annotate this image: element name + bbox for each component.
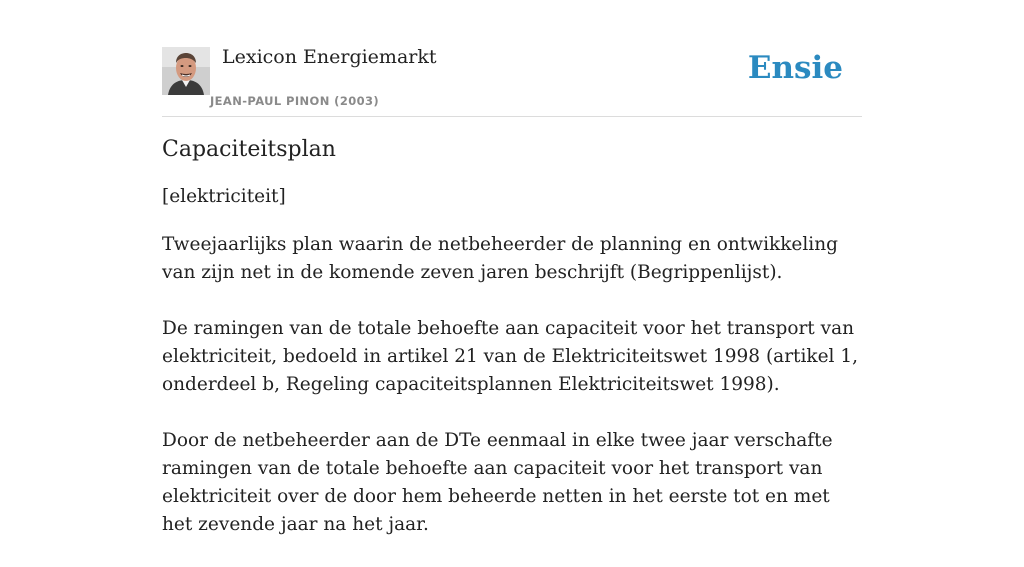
author-name[interactable]: JEAN-PAUL PINON (2003) <box>210 94 380 108</box>
header <box>162 44 862 117</box>
entry-category: [elektriciteit] <box>162 185 286 207</box>
definition-paragraph: Tweejaarlijks plan waarin de netbeheerder de planning en ontwikkeling van zijn net in de komende zeven jaren beschrijft (Begrippenlijst). <box>162 233 838 283</box>
brand-logo[interactable]: Ensie <box>747 50 843 86</box>
book-title[interactable]: Lexicon Energiemarkt <box>222 46 437 68</box>
author-portrait-icon[interactable] <box>162 47 210 95</box>
definition-paragraph: Door de netbeheerder aan de DTe eenmaal in elke twee jaar verschafte ramingen van de totale behoefte aan capaciteit voor het transport van elektriciteit over de door hem beheerde netten in het eerste tot en met het zevende jaar na het jaar. <box>162 429 833 535</box>
definition-paragraph: De ramingen van de totale behoefte aan capaciteit voor het transport van elektriciteit, bedoeld in artikel 21 van de Elektriciteitswet 1998 (artikel 1, onderdeel b, Regeling capaciteitsplannen Elektriciteitswet 1998). <box>162 317 858 395</box>
entry-content <box>162 136 862 567</box>
entry-title: Capaciteitsplan <box>162 137 336 162</box>
